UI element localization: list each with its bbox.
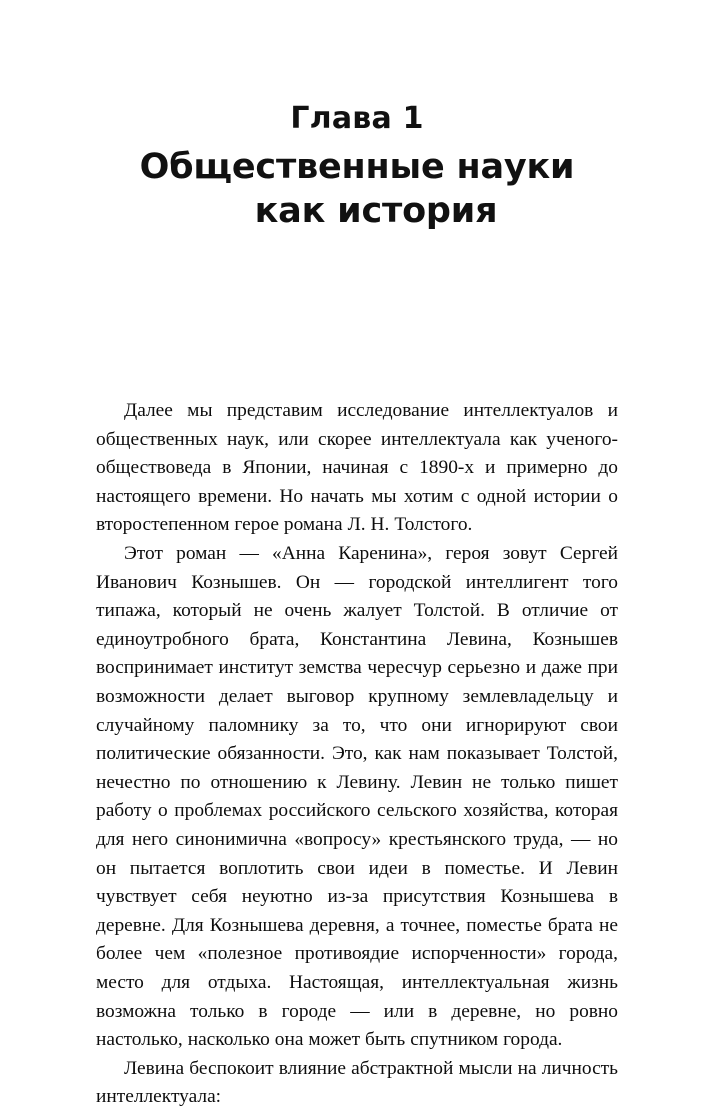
chapter-number: Глава 1 (290, 101, 424, 136)
chapter-title-line-1: Общественные науки (139, 146, 575, 187)
paragraph: Левина беспокоит влияние абстрактной мысли на личность интеллектуала: (96, 1057, 618, 1108)
chapter-heading (96, 0, 618, 234)
page-title (96, 145, 618, 235)
body-text (96, 397, 618, 1112)
paragraph: Этот роман — «Анна Каренина», героя зовут Сергей Иванович Кознышев. Он — городской интеллигент того типажа, который не очень жалует Толстой. В отличие от единоутробного брата, Константина Левина, Кознышев воспринимает институт земства чересчур серьезно и даже при возможности делает выговор крупному землевладельцу и случайному паломнику за то, что они игнорируют свои политические обязанности. Это, как нам показывает Толстой, нечестно по отношению к Левину. Левин не только пишет работу о проблемах российского сельского хозяйства, которая для него синонимична «вопросу» крестьянского труда, — но он пытается воплотить свои идеи в поместье. И Левин чувствует себя неуютно из-за присутствия Кознышева в деревне. Для Кознышева деревня, а точнее, поместье брата не более чем «полезное противоядие испорченности» города, место для отдыха. Настоящая, интеллектуальная жизнь возможна только в городе — или в деревне, но ровно настолько, насколько она может быть спутником города. (96, 543, 618, 1051)
paragraph: Далее мы представим исследование интеллектуалов и общественных наук, или скорее интеллектуала как ученого-обществоведа в Японии, начиная с 1890-х и примерно до настоящего времени. Но начать мы хотим с одной истории о второстепенном герое романа Л. Н. Толстого. (96, 400, 618, 536)
chapter-title-line-2: как история (254, 191, 498, 232)
